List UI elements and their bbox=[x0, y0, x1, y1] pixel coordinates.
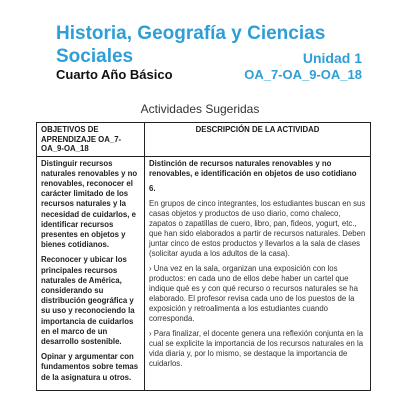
unit-label: Unidad 1 bbox=[302, 50, 362, 66]
activities-table bbox=[36, 122, 371, 391]
objectives-cell bbox=[37, 156, 145, 390]
table-header-row bbox=[37, 123, 371, 157]
objective-item: Reconocer y ubicar los principales recursos naturales de América, considerando su distribución geográfica y su uso y reconociendo la importancia de cuidarlos en el marco de un desarrollo sostenible. bbox=[41, 255, 135, 346]
activity-paragraph: › Una vez en la sala, organizan una exposición con los productos: en cada uno de ellos debe haber un cartel que indique qué es y con qué recurso o recursos naturales se ha elaborado. El profesor revisa cada uno de los puestos de la exposición y retroalimenta a los estudiantes cuando corresponda. bbox=[149, 263, 358, 323]
grade-label: Cuarto Año Básico bbox=[56, 67, 173, 82]
activity-paragraph: En grupos de cinco integrantes, los estudiantes buscan en sus casas objetos y productos de uso diario, como chaleco, zapatos o zapatillas de cuero, libro, pan, fideos, yogurt, etc., que han sido elaborados a partir de recursos naturales. Deben juntar cinco de estos productos y llevarlos a la sala de clases (solicitar ayuda a los adultos de la casa). bbox=[149, 198, 366, 258]
activity-number: 6. bbox=[149, 183, 156, 193]
document-title: Historia, Geografía y Ciencias Sociales bbox=[56, 23, 326, 67]
description-column-header: DESCRIPCIÓN DE LA ACTIVIDAD bbox=[145, 123, 371, 157]
activity-description-cell bbox=[145, 156, 371, 390]
objective-item: Distinguir recursos naturales renovables y no renovables, reconocer el carácter limitado de los recursos naturales y la necesidad de cuidarlos, e identificar recursos presentes en objetos y bienes cotidianos. bbox=[41, 158, 138, 250]
section-title: Actividades Sugeridas bbox=[140, 102, 260, 116]
activity-paragraph: › Para finalizar, el docente genera una reflexión conjunta en la cual se explicite la importancia de los recursos naturales en la vida diaria y, por lo mismo, se destaque la importancia de cuidarlos. bbox=[149, 328, 364, 368]
table-row bbox=[37, 156, 371, 390]
objective-item: Opinar y argumentar con fundamentos sobre temas de la asignatura u otros. bbox=[41, 352, 139, 382]
oa-codes-label: OA_7-OA_9-OA_18 bbox=[244, 67, 362, 82]
activity-title: Distinción de recursos naturales renovables y no renovables, e identificación en objetos de uso cotidiano bbox=[149, 158, 357, 178]
objectives-column-header: OBJETIVOS DE APRENDIZAJE OA_7-OA_9-OA_18 bbox=[37, 123, 145, 157]
